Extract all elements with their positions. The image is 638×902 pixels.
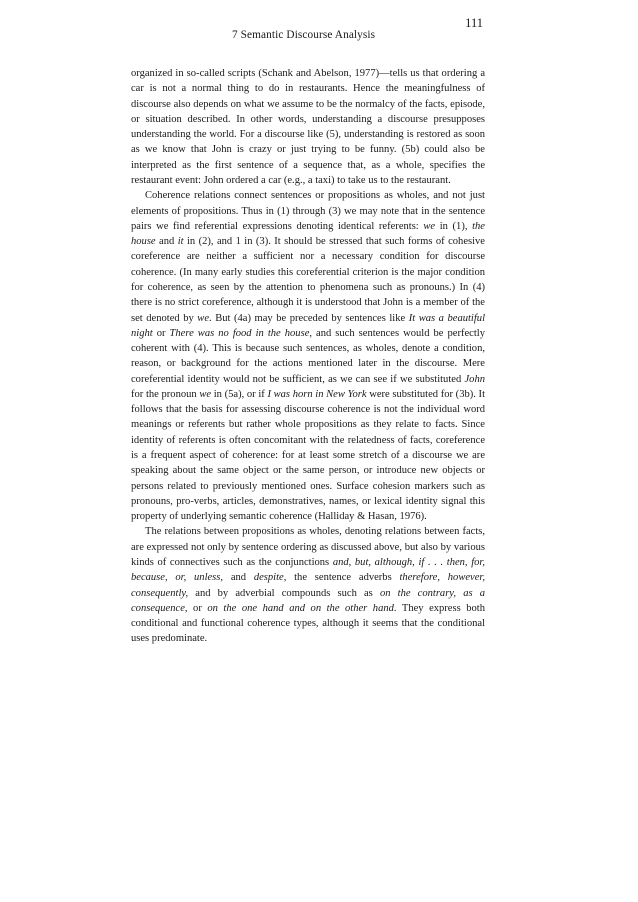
- text-run: in (2), and 1 in (3). It should be stressed that such forms of cohesive coreference are neither a sufficient nor a necessary condition for discourse coherence. (In many early studies this coreferential criterion is the major condition for coherence, as seen by the attention to phenomena such as pronouns.) In (4) there is no strict coreference, although it is understood that John is a member of the set denoted by: [131, 236, 485, 324]
- text-run: in (1),: [435, 220, 473, 232]
- text-run: The relations between propositions as wholes, denoting relations between facts, are expressed not only by sentence ordering as discussed above, but also by various kinds of connectives such as the conjunctions: [131, 526, 485, 568]
- italic-run: on the contrary, as a consequence: [131, 587, 485, 614]
- text-run: Coherence relations connect sentences or propositions as wholes, and not just elements of propositions. Thus in (1) through (3) we may note that in the sentence pairs we find referential expressions denoting identical referents:: [131, 190, 485, 232]
- page-number: 111: [465, 16, 483, 30]
- italic-run: we: [197, 312, 210, 324]
- italic-run: I was horn in New York: [267, 388, 367, 400]
- italic-run: There was no food in the house: [169, 327, 310, 339]
- text-run: , and: [220, 572, 254, 584]
- text-run: were substituted for (3b). It follows that the basis for assessing discourse coherence is not the individual word meanings or referents but rather whole propositions as they relate to facts. Since identity of referents is often concomitant with the relatedness of facts, coreference is a frequent aspect of coherence: for at least some stretch of a discourse we are speaking about the same object or the same person, or introduce new objects or persons related to previously mentioned ones. Surface cohesion markers such as pronouns, pro-verbs, articles, demonstratives, names, or lexical identity signal this property of underlying semantic coherence (Halliday & Hasan, 1976).: [131, 388, 486, 523]
- body-text: [131, 66, 485, 647]
- italic-run: therefore, however, consequently,: [131, 572, 485, 599]
- italic-run: despite: [253, 572, 284, 584]
- italic-run: on the one hand and on the other hand: [207, 602, 394, 614]
- italic-run: it: [177, 236, 184, 248]
- italic-run: and, but, although, if . . . then, for, because, or, unless: [131, 557, 485, 584]
- paragraph-2: [131, 188, 485, 524]
- text-run: . They express both conditional and functional coherence types, although it seems that the conditional uses predominate.: [131, 602, 485, 645]
- italic-run: the house: [131, 220, 485, 248]
- italic-run: we: [423, 220, 436, 232]
- italic-run: John: [464, 373, 485, 385]
- italic-run: It was a beautiful night: [131, 312, 485, 339]
- text-run: or: [152, 327, 170, 339]
- text-run: . But (4a) may be preceded by sentences like: [209, 312, 409, 324]
- text-run: , and such sentences would be perfectly coherent with (4). This is because such sentences, as wholes, denote a condition, reason, or background for the actions mentioned later in the discourse. Mere coreferential identity would not be sufficient, as we can see if we substituted: [131, 327, 485, 385]
- running-head: 7 Semantic Discourse Analysis: [232, 29, 376, 41]
- italic-run: we: [199, 388, 212, 400]
- text-run: and by adverbial compounds such as: [188, 587, 380, 599]
- text-run: and: [155, 236, 178, 248]
- text-run: for the pronoun: [131, 388, 200, 400]
- text-run: organized in so-called scripts (Schank and Abelson, 1977)—tells us that ordering a car is not a normal thing to do in restaurants. Hence the meaningfulness of discourse also depends on what we assume to be the normalcy of the facts, episode, or situation described. In other words, understanding a discourse presupposes understanding the world. For a discourse like (5), understanding is restored as soon as we know that John is crazy or just trying to be funny. (5b) could also be interpreted as the first sentence of a sequence that, as a whole, specifies the restaurant event: John ordered a car (e.g., a taxi) to take us to the restaurant.: [131, 68, 485, 186]
- text-run: , or: [184, 602, 208, 614]
- text-run: , the sentence adverbs: [283, 572, 400, 584]
- text-run: in (5a), or if: [211, 388, 268, 400]
- paragraph-1: [131, 66, 485, 188]
- paragraph-3: [131, 524, 485, 646]
